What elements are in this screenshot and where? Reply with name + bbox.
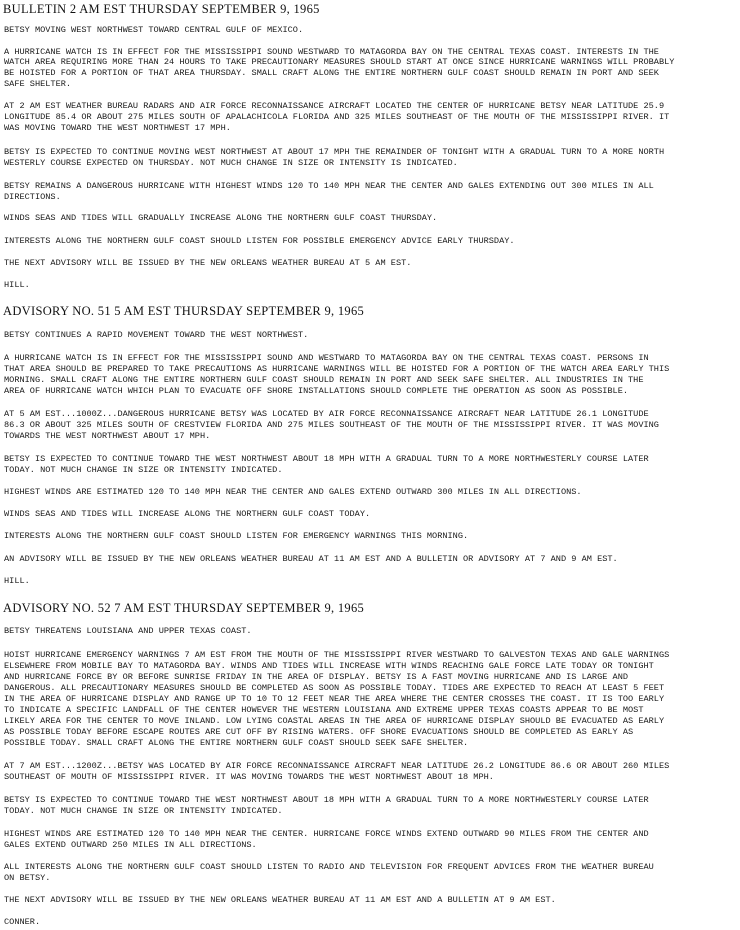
text-line: HIGHEST WINDS ARE ESTIMATED 120 TO 140 MPH NEAR THE CENTER AND GALES EXTEND OUTWARD 300 MILES IN ALL DIRECTIONS. — [4, 487, 582, 497]
text-line: LIKELY AREA FOR THE CENTER TO MOVE INLAND. LOW LYING COASTAL AREAS IN THE AREA OF HURRICANE DISPLAY SHOULD BE EVACUATED AS EARLY — [4, 716, 665, 726]
text-line: AT 7 AM EST...1200Z...BETSY WAS LOCATED BY AIR FORCE RECONNAISSANCE AIRCRAFT NEAR LATITUDE 26.2 LONGITUDE 86.6 OR ABOUT 260 MILES — [4, 761, 670, 771]
signature: HILL. — [4, 280, 30, 290]
text-line: AS POSSIBLE TODAY BEFORE ESCAPE ROUTES ARE CUT OFF BY RISING WATERS. OFF SHORE EVACUATIONS SHOULD BE COMPLETED AS EARLY AS — [4, 727, 634, 737]
text-line: INTERESTS ALONG THE NORTHERN GULF COAST SHOULD LISTEN FOR POSSIBLE EMERGENCY ADVICE EARLY THURSDAY. — [4, 236, 515, 246]
text-line: LONGITUDE 85.4 OR ABOUT 275 MILES SOUTH OF APALACHICOLA FLORIDA AND 325 MILES SOUTHEAST OF THE MOUTH OF THE MISSISSIPPI RIVER. IT — [4, 112, 670, 122]
text-line: ELSEWHERE FROM MOBILE BAY TO MATAGORDA BAY. WINDS AND TIDES WILL INCREASE WITH WINDS REACHING GALE FORCE LATE TODAY OR TONIGHT — [4, 661, 654, 671]
text-line: SAFE SHELTER. — [4, 79, 72, 89]
text-line: DANGEROUS. ALL PRECAUTIONARY MEASURES SHOULD BE COMPLETED AS SOON AS POSSIBLE TODAY. TIDES ARE EXPECTED TO REACH AT LEAST 5 FEET — [4, 683, 665, 693]
text-line: TOWARDS THE WEST NORTHWEST ABOUT 17 MPH. — [4, 431, 211, 441]
text-line: A HURRICANE WATCH IS IN EFFECT FOR THE MISSISSIPPI SOUND WESTWARD TO MATAGORDA BAY ON THE CENTRAL TEXAS COAST. INTERESTS IN THE — [4, 47, 659, 57]
text-line: AT 5 AM EST...1000Z...DANGEROUS HURRICANE BETSY WAS LOCATED BY AIR FORCE RECONNAISSANCE AIRCRAFT NEAR LATITUDE 26.1 LONGITUDE — [4, 409, 649, 419]
text-line: SOUTHEAST OF MOUTH OF MISSISSIPPI RIVER. IT WAS MOVING TOWARDS THE WEST NORTHWEST ABOUT 18 MPH. — [4, 772, 494, 782]
text-line: BETSY IS EXPECTED TO CONTINUE MOVING WEST NORTHWEST AT ABOUT 17 MPH THE REMAINDER OF TONIGHT WITH A GRADUAL TURN TO A MORE NORTH — [4, 147, 665, 157]
text-line: TODAY. NOT MUCH CHANGE IN SIZE OR INTENSITY INDICATED. — [4, 806, 283, 816]
text-line: ALL INTERESTS ALONG THE NORTHERN GULF COAST SHOULD LISTEN TO RADIO AND TELEVISION FOR FREQUENT ADVICES FROM THE WEATHER BUREAU — [4, 862, 654, 872]
signature: HILL. — [4, 576, 30, 586]
text-line: THAT AREA SHOULD BE PREPARED TO TAKE PRECAUTIONS AS HURRICANE WARNINGS WILL BE HOISTED FOR A PORTION OF THE WATCH AREA EARLY THIS — [4, 364, 670, 374]
text-line: AND HURRICANE FORCE BY OR BEFORE SUNRISE FRIDAY IN THE AREA OF DISPLAY. BETSY IS A FAST MOVING HURRICANE AND IS LARGE AND — [4, 672, 629, 682]
text-line: INTERESTS ALONG THE NORTHERN GULF COAST SHOULD LISTEN FOR EMERGENCY WARNINGS THIS MORNING. — [4, 531, 469, 541]
text-line: BETSY IS EXPECTED TO CONTINUE TOWARD THE WEST NORTHWEST ABOUT 18 MPH WITH A GRADUAL TURN TO A MORE NORTHWESTERLY COURSE LATER — [4, 454, 649, 464]
text-line: POSSIBLE TODAY. SMALL CRAFT ALONG THE ENTIRE NORTHERN GULF COAST SHOULD SEEK SAFE SHELTER. — [4, 738, 469, 748]
text-line: GALES EXTEND OUTWARD 250 MILES IN ALL DIRECTIONS. — [4, 840, 257, 850]
text-line: AT 2 AM EST WEATHER BUREAU RADARS AND AIR FORCE RECONNAISSANCE AIRCRAFT LOCATED THE CENTER OF HURRICANE BETSY NEAR LATITUDE 25.9 — [4, 101, 665, 111]
signature: CONNER. — [4, 917, 41, 927]
text-line: DIRECTIONS. — [4, 192, 61, 202]
text-line: TODAY. NOT MUCH CHANGE IN SIZE OR INTENSITY INDICATED. — [4, 465, 283, 475]
advisory-52-heading: ADVISORY NO. 52 7 AM EST THURSDAY SEPTEMBER 9, 1965 — [3, 601, 365, 615]
text-line: THE NEXT ADVISORY WILL BE ISSUED BY THE NEW ORLEANS WEATHER BUREAU AT 11 AM EST AND A BULLETIN AT 9 AM EST. — [4, 895, 556, 905]
text-line: BETSY CONTINUES A RAPID MOVEMENT TOWARD THE WEST NORTHWEST. — [4, 330, 309, 340]
text-line: WESTERLY COURSE EXPECTED ON THURSDAY. NOT MUCH CHANGE IN SIZE OR INTENSITY IS INDICATED. — [4, 158, 458, 168]
text-line: HOIST HURRICANE EMERGENCY WARNINGS 7 AM EST FROM THE MOUTH OF THE MISSISSIPPI RIVER WESTWARD TO GALVESTON TEXAS AND GALE WARNINGS — [4, 650, 670, 660]
text-line: MORNING. SMALL CRAFT ALONG THE ENTIRE NORTHERN GULF COAST SHOULD REMAIN IN PORT AND SEEK SAFE SHELTER. ALL INDUSTRIES IN THE — [4, 375, 644, 385]
text-line: ON BETSY. — [4, 873, 51, 883]
text-line: AN ADVISORY WILL BE ISSUED BY THE NEW ORLEANS WEATHER BUREAU AT 11 AM EST AND A BULLETIN OR ADVISORY AT 7 AND 9 AM EST. — [4, 554, 618, 564]
bulletin-heading: BULLETIN 2 AM EST THURSDAY SEPTEMBER 9, 1965 — [3, 2, 320, 16]
text-line: BE HOISTED FOR A PORTION OF THAT AREA THURSDAY. SMALL CRAFT ALONG THE ENTIRE NORTHERN GULF COAST SHOULD REMAIN IN PORT AND SEEK — [4, 68, 659, 78]
text-line: AREA OF HURRICANE WATCH WHICH PLAN TO EVACUATE OFF SHORE INSTALLATIONS SHOULD COMPLETE THE OPERATION AS SOON AS POSSIBLE. — [4, 386, 629, 396]
text-line: TO INDICATE A SPECIFIC LANDFALL OF THE CENTER HOWEVER THE WESTERN LOUISIANA AND EXTREME UPPER TEXAS COASTS APPEAR TO BE MOST — [4, 705, 644, 715]
text-line: BETSY MOVING WEST NORTHWEST TOWARD CENTRAL GULF OF MEXICO. — [4, 25, 304, 35]
text-line: IN THE AREA OF HURRICANE DISPLAY AND RANGE UP TO 10 TO 12 FEET NEAR THE AREA WHERE THE CENTER CROSSES THE COAST. IT IS TOO EARLY — [4, 694, 665, 704]
text-line: THE NEXT ADVISORY WILL BE ISSUED BY THE NEW ORLEANS WEATHER BUREAU AT 5 AM EST. — [4, 258, 412, 268]
text-line: A HURRICANE WATCH IS IN EFFECT FOR THE MISSISSIPPI SOUND AND WESTWARD TO MATAGORDA BAY ON THE CENTRAL TEXAS COAST. PERSONS IN — [4, 353, 649, 363]
text-line: WATCH AREA REQUIRING MORE THAN 24 HOURS TO TAKE PRECAUTIONARY MEASURES SHOULD START AT ONCE SINCE HURRICANE WARNINGS WILL PROBABLY — [4, 57, 675, 67]
text-line: HIGHEST WINDS ARE ESTIMATED 120 TO 140 MPH NEAR THE CENTER. HURRICANE FORCE WINDS EXTEND OUTWARD 90 MILES FROM THE CENTER AND — [4, 829, 649, 839]
text-line: BETSY IS EXPECTED TO CONTINUE TOWARD THE WEST NORTHWEST ABOUT 18 MPH WITH A GRADUAL TURN TO A MORE NORTHWESTERLY COURSE LATER — [4, 795, 649, 805]
advisory-51-heading: ADVISORY NO. 51 5 AM EST THURSDAY SEPTEMBER 9, 1965 — [3, 304, 365, 318]
text-line: BETSY REMAINS A DANGEROUS HURRICANE WITH HIGHEST WINDS 120 TO 140 MPH NEAR THE CENTER AND GALES EXTENDING OUT 300 MILES IN ALL — [4, 181, 654, 191]
text-line: BETSY THREATENS LOUISIANA AND UPPER TEXAS COAST. — [4, 626, 252, 636]
text-line: WAS MOVING TOWARD THE WEST NORTHWEST 17 MPH. — [4, 123, 231, 133]
text-line: WINDS SEAS AND TIDES WILL INCREASE ALONG THE NORTHERN GULF COAST TODAY. — [4, 509, 371, 519]
text-line: WINDS SEAS AND TIDES WILL GRADUALLY INCREASE ALONG THE NORTHERN GULF COAST THURSDAY. — [4, 213, 438, 223]
text-line: 86.3 OR ABOUT 325 MILES SOUTH OF CRESTVIEW FLORIDA AND 275 MILES SOUTHEAST OF THE MOUTH OF THE MISSISSIPPI RIVER. IT WAS MOVING — [4, 420, 659, 430]
